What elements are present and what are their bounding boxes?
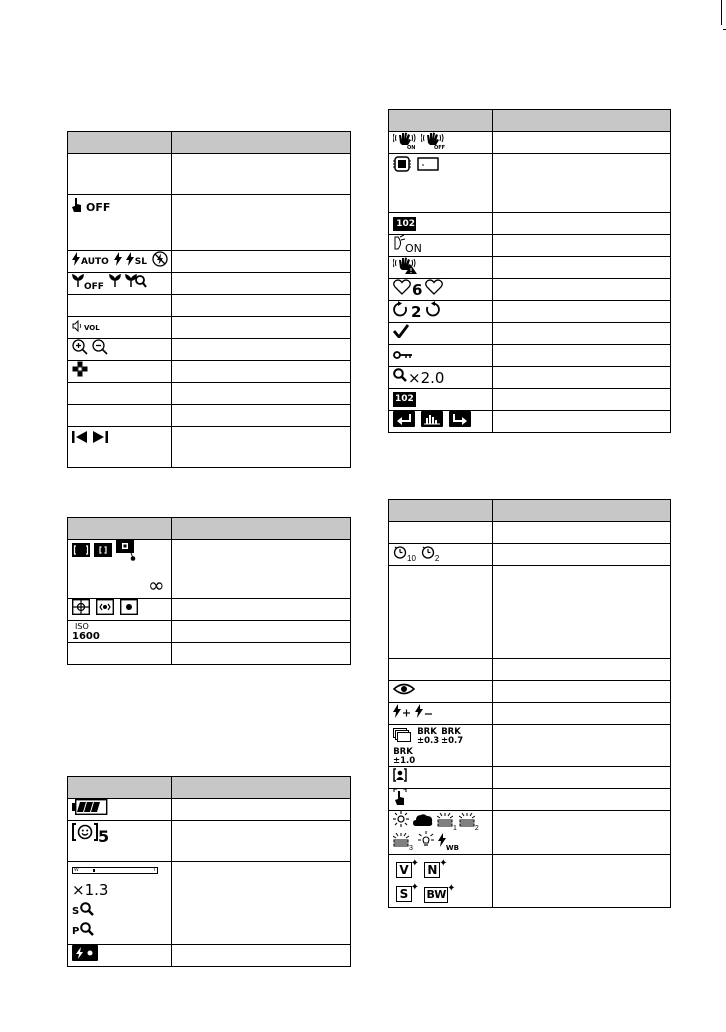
table-header <box>389 500 671 522</box>
flash-auto-label: AUTO <box>81 256 109 267</box>
self-timer-10-label: 10 <box>407 554 416 563</box>
flash-charge-icon <box>72 945 98 966</box>
table-row <box>68 273 351 295</box>
table-row <box>389 544 671 566</box>
magnifier-macro-icon <box>125 274 147 293</box>
favorite-icon <box>425 279 443 300</box>
table-right-2 <box>388 499 671 908</box>
shake-warning-icon <box>393 256 419 279</box>
flash-on-icon <box>114 252 122 271</box>
table-row <box>68 643 351 665</box>
bw-mode-label: BW <box>426 888 447 901</box>
sunny-icon <box>393 811 409 832</box>
memory-card-icon <box>417 156 439 177</box>
table-row <box>389 389 671 411</box>
self-timer-2-label: 2 <box>434 554 440 563</box>
table-row <box>389 681 671 703</box>
flash-plus-icon <box>393 704 411 723</box>
folder-icon <box>393 217 416 231</box>
natural-mode-label: N <box>427 863 438 877</box>
metering-multi-icon <box>72 599 90 620</box>
touch-off-label: OFF <box>86 201 111 214</box>
favorite-count: 6 <box>412 280 423 299</box>
table-row <box>68 862 351 945</box>
table-row <box>68 427 351 468</box>
sepia-mode-label: S <box>399 887 409 901</box>
macro-off-label: OFF <box>84 281 104 292</box>
table-header <box>68 777 351 799</box>
natural-mode-icon: N ✦ <box>424 862 440 878</box>
red-eye-icon <box>393 682 415 701</box>
header-cell <box>172 777 351 799</box>
flash-wb-label: WB <box>445 844 459 852</box>
precision-zoom-label: P <box>72 926 80 937</box>
af-illuminator-label: ON <box>405 242 422 255</box>
burst-icon <box>393 728 411 747</box>
table-row <box>68 361 351 383</box>
folder-play-icon <box>393 392 416 407</box>
table-row <box>389 767 671 789</box>
table-right-1 <box>388 109 671 433</box>
histogram-icon <box>421 411 443 432</box>
table-row <box>68 599 351 621</box>
table-row <box>389 323 671 345</box>
folder-play-number: 102 <box>395 394 414 404</box>
vivid-mode-icon: V ✦ <box>396 862 412 878</box>
bw-mode-icon: BW ✦ <box>424 887 448 903</box>
crop-mark <box>721 0 722 25</box>
table-row <box>389 301 671 323</box>
table-row <box>68 317 351 339</box>
macro-off-icon <box>72 274 84 293</box>
internal-memory-icon <box>393 156 411 177</box>
table-row <box>389 367 671 389</box>
rotate-count-icon <box>393 301 407 322</box>
header-cell <box>172 518 351 540</box>
steadyshot-off-icon <box>421 131 449 154</box>
af-illuminator-icon <box>393 235 405 256</box>
header-cell <box>68 518 172 540</box>
header-cell <box>493 500 671 522</box>
slow-sync-icon <box>126 252 134 271</box>
touch-icon <box>393 788 407 811</box>
table-row <box>389 132 671 154</box>
table-row <box>68 383 351 405</box>
smart-zoom-icon <box>80 902 94 921</box>
table-row <box>389 279 671 301</box>
zoom-t-mark: T <box>152 867 156 873</box>
metering-spot-icon <box>120 599 138 620</box>
table-row <box>389 522 671 544</box>
check-icon <box>393 324 409 343</box>
metering-center-icon <box>96 599 114 620</box>
table-row <box>68 154 351 195</box>
table-header <box>68 132 351 154</box>
header-cell <box>389 110 493 132</box>
previous-icon <box>72 430 88 449</box>
steadyshot-on-icon <box>393 131 417 154</box>
svg-text:ON: ON <box>407 145 416 149</box>
playback-zoom-icon <box>393 368 407 387</box>
table-row <box>389 213 671 235</box>
header-cell <box>389 500 493 522</box>
zoom-bar-icon <box>72 867 158 874</box>
iso-value: 1600 <box>72 630 100 642</box>
table-row <box>389 235 671 257</box>
af-frame-icon <box>72 543 90 562</box>
table-row <box>68 945 351 967</box>
table-row <box>68 339 351 361</box>
header-cell <box>68 777 172 799</box>
face-count: 5 <box>98 827 110 846</box>
playback-zoom-ratio: ×2.0 <box>408 368 445 387</box>
face-detect-icon <box>72 823 98 846</box>
header-cell <box>68 132 172 154</box>
table-left-2 <box>67 517 351 665</box>
bracket-03-label: BRK ±0.3 <box>417 727 440 746</box>
table-row <box>389 659 671 681</box>
self-timer-2-icon <box>421 545 435 564</box>
table-row <box>389 345 671 367</box>
table-row <box>389 703 671 725</box>
table-row <box>68 195 351 251</box>
rotate-count: 2 <box>411 302 422 321</box>
iso-label: ISO <box>75 622 89 632</box>
incandescent-icon <box>418 831 434 852</box>
battery-icon <box>72 799 108 820</box>
table-row <box>68 295 351 317</box>
table-row <box>389 566 671 659</box>
table-row <box>68 799 351 821</box>
table-row <box>68 821 351 862</box>
precision-zoom-icon <box>80 922 94 941</box>
flash-auto-icon <box>72 252 80 271</box>
table-row <box>68 540 351 599</box>
volume-label: VOL <box>84 323 100 332</box>
infinity-mark: ∞ <box>148 573 165 597</box>
control-pad-icon <box>72 361 88 382</box>
table-left-1 <box>67 131 351 468</box>
macro-icon <box>109 274 121 293</box>
flash-off-icon <box>152 251 168 272</box>
header-cell <box>172 132 351 154</box>
slow-sync-label: SL <box>134 256 148 267</box>
protect-icon <box>393 347 413 365</box>
zoom-w-mark: W <box>74 867 79 873</box>
zoom-in-icon <box>72 339 88 360</box>
center-af-icon <box>116 539 136 566</box>
fluorescent-1-icon <box>437 813 453 832</box>
zoom-out-icon <box>92 339 108 360</box>
table-row <box>68 251 351 273</box>
sepia-mode-icon: S ✦ <box>396 886 412 902</box>
fluorescent-2-icon <box>459 813 475 832</box>
fluorescent-3-label: 3 <box>409 845 413 852</box>
spot-af-icon <box>94 543 112 562</box>
table-header <box>68 518 351 540</box>
face-priority-icon <box>393 768 407 787</box>
table-header <box>389 110 671 132</box>
next-icon <box>92 430 108 449</box>
cloudy-icon <box>413 813 433 832</box>
folder-number: 102 <box>396 218 415 229</box>
fluorescent-3-icon <box>393 833 409 852</box>
skip-icon <box>449 411 471 432</box>
smart-zoom-label: S <box>72 906 80 917</box>
table-row <box>389 257 671 279</box>
bracket-10-label: BRK ±1.0 <box>393 747 416 766</box>
table-row <box>389 154 671 213</box>
rotate-icon <box>426 301 440 322</box>
table-left-3 <box>67 776 351 967</box>
table-row <box>389 411 671 433</box>
table-row <box>68 405 351 427</box>
table-row <box>389 725 671 767</box>
return-icon <box>393 411 415 432</box>
table-row <box>68 621 351 643</box>
flash-minus-icon <box>415 704 433 723</box>
table-row <box>389 855 671 908</box>
fluorescent-2-label: 2 <box>474 825 479 832</box>
bracket-07-label: BRK ±0.7 <box>441 727 464 746</box>
fluorescent-1-label: 1 <box>453 825 457 832</box>
table-row <box>389 789 671 811</box>
svg-text:OFF: OFF <box>434 145 446 149</box>
table-row <box>389 811 671 855</box>
touch-off-icon <box>72 197 82 218</box>
volume-icon <box>72 319 82 337</box>
flash-wb-icon <box>438 833 446 852</box>
zoom-ratio: ×1.3 <box>72 881 109 899</box>
favorite-count-icon <box>393 279 411 300</box>
self-timer-10-icon <box>393 545 407 564</box>
header-cell <box>493 110 671 132</box>
vivid-mode-label: V <box>399 863 409 877</box>
